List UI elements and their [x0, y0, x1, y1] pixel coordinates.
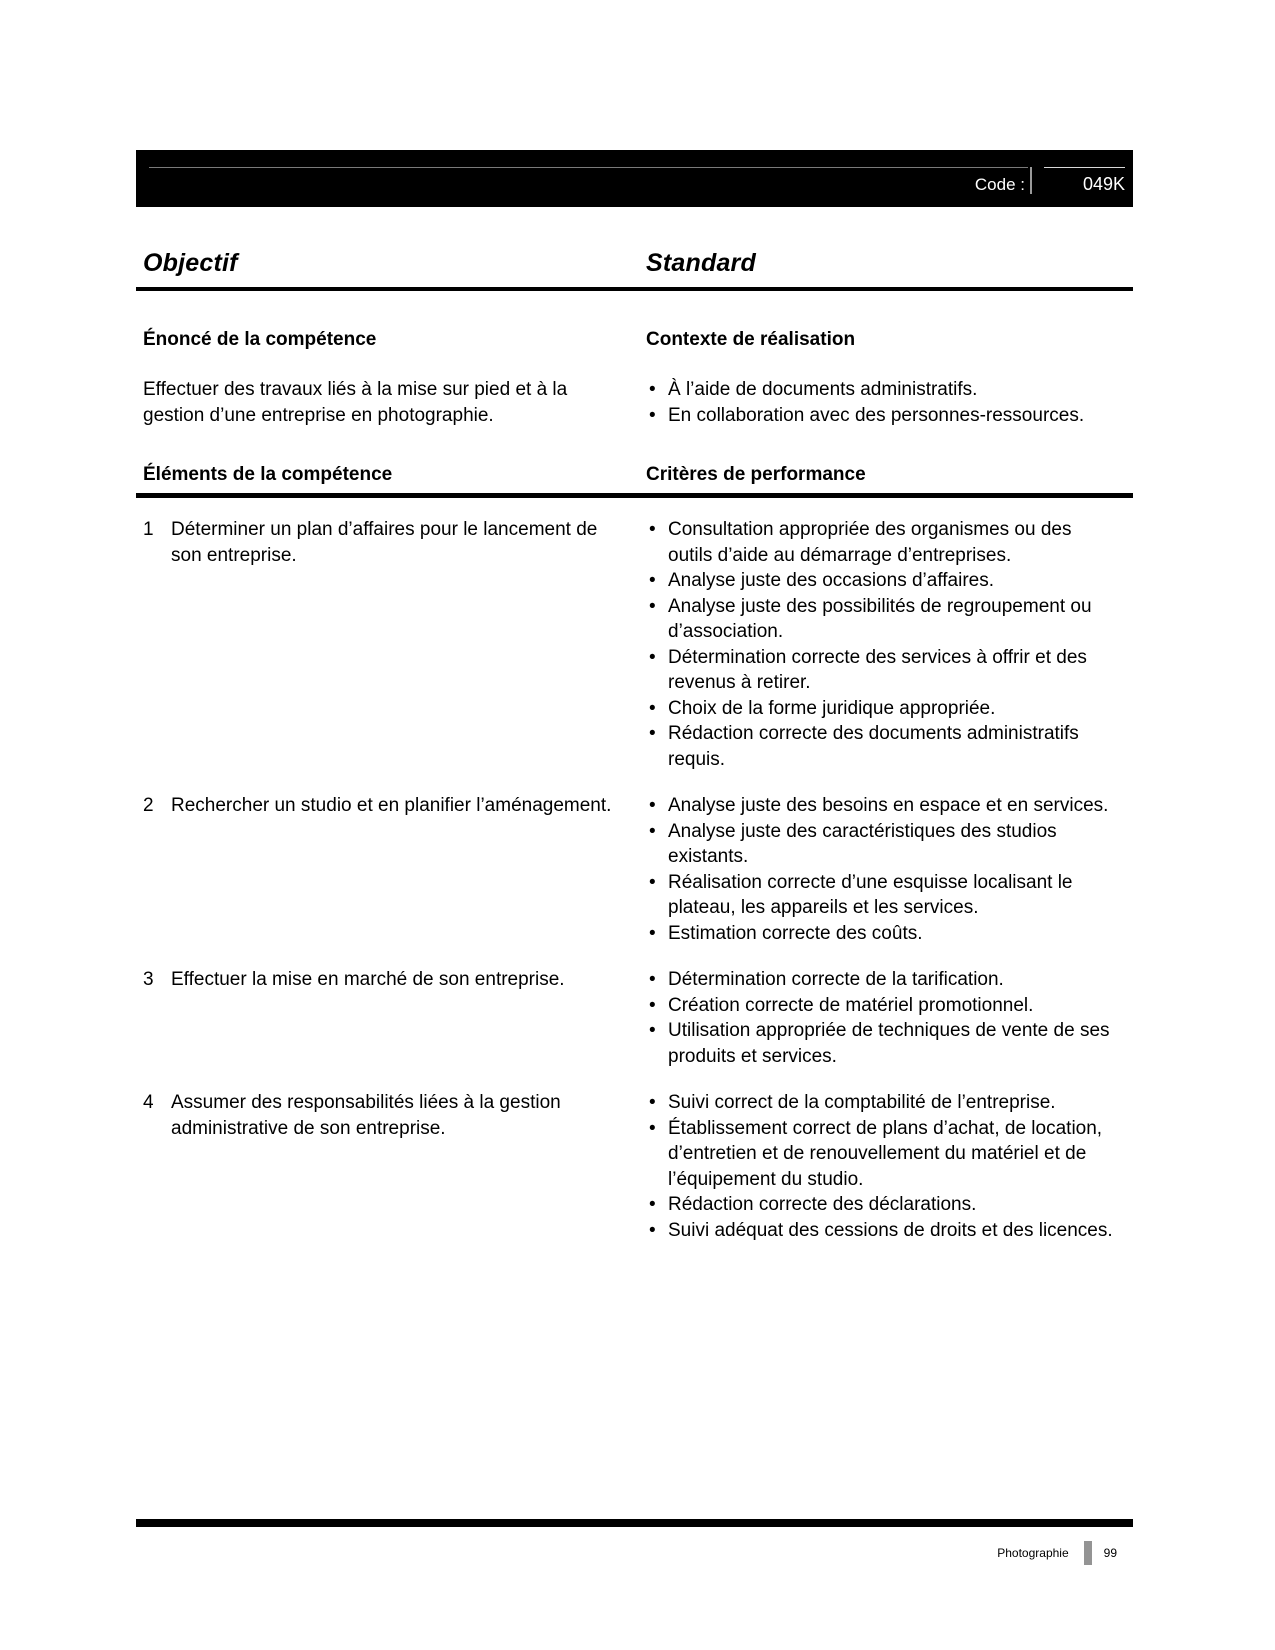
criteria-bullet: • Détermination correcte des services à offrir et des revenus à retirer.: [646, 645, 1118, 696]
footer-page-number: 99: [1103, 1546, 1117, 1560]
table-row: [136, 1090, 1133, 1243]
criteria-bullet: • Analyse juste des occasions d’affaires.: [646, 568, 1118, 594]
heading-objectif: Objectif: [143, 249, 238, 277]
header-vertical-separator: [1030, 167, 1032, 194]
criteria-bullet: • Estimation correcte des coûts.: [646, 921, 1118, 947]
criteria-bullet: • Analyse juste des possibilités de regroupement ou d’association.: [646, 594, 1118, 645]
element-number: 3: [143, 969, 154, 990]
element-number: 4: [143, 1092, 154, 1113]
criteria-bullet: • Rédaction correcte des documents administratifs requis.: [646, 721, 1118, 772]
context-bullet: • À l’aide de documents administratifs.: [646, 377, 1118, 403]
header-bar: [136, 150, 1133, 207]
footer-label: Photographie: [997, 1546, 1069, 1560]
contexte-title: Contexte de réalisation: [646, 329, 856, 350]
criteria-cell: [646, 1090, 1126, 1243]
element-cell: [136, 517, 646, 568]
criteria-bullet: • Établissement correct de plans d’achat, de location, d’entretien et de renouvellement du matériel et de l’équipement du studio.: [646, 1116, 1118, 1193]
contexte-bullet-list: [646, 377, 1126, 428]
criteria-bullet: • Utilisation appropriée de techniques de vente de ses produits et services.: [646, 1018, 1118, 1069]
criteria-bullet: • Réalisation correcte d’une esquisse localisant le plateau, les appareils et les services.: [646, 870, 1118, 921]
footer: [997, 1541, 1117, 1565]
table-row: [136, 793, 1133, 946]
element-cell: [136, 793, 646, 819]
criteria-bullet: • Détermination correcte de la tarification.: [646, 967, 1118, 993]
criteria-cell: [646, 517, 1126, 772]
enonce-title: Énoncé de la compétence: [143, 329, 377, 350]
element-cell: [136, 967, 646, 993]
footer-bar: [136, 1519, 1133, 1527]
criteria-bullet: • Suivi correct de la comptabilité de l’entreprise.: [646, 1090, 1118, 1116]
criteria-bullet: • Analyse juste des caractéristiques des studios existants.: [646, 819, 1118, 870]
element-text: Assumer des responsabilités liées à la gestion administrative de son entreprise.: [171, 1092, 561, 1139]
table-row: [136, 967, 1133, 1069]
criteria-bullet: • Création correcte de matériel promotionnel.: [646, 993, 1118, 1019]
element-text: Effectuer la mise en marché de son entreprise.: [171, 969, 565, 990]
criteria-cell: [646, 793, 1126, 946]
heading-underline: [136, 287, 1133, 291]
header-rule-right: [1044, 167, 1125, 168]
heading-standard: Standard: [646, 249, 756, 277]
criteria-bullet: • Choix de la forme juridique appropriée.: [646, 696, 1118, 722]
table-row: [136, 517, 1133, 772]
code-value: 049K: [1082, 174, 1125, 194]
context-bullet: • En collaboration avec des personnes-ressources.: [646, 403, 1118, 429]
criteria-bullet: • Suivi adéquat des cessions de droits et des licences.: [646, 1218, 1118, 1244]
criteria-bullet: • Rédaction correcte des déclarations.: [646, 1192, 1118, 1218]
header-rule-left: [149, 167, 1028, 168]
criteria-bullet: • Analyse juste des besoins en espace et en services.: [646, 793, 1118, 819]
element-text: Rechercher un studio et en planifier l’aménagement.: [171, 795, 612, 816]
competence-rows: [136, 517, 1133, 1264]
elements-header: Éléments de la compétence: [143, 464, 393, 485]
element-number: 2: [143, 795, 154, 816]
criteria-cell: [646, 967, 1126, 1069]
criteria-bullet: • Consultation appropriée des organismes ou des outils d’aide au démarrage d’entreprises.: [646, 517, 1118, 568]
footer-separator: [1084, 1541, 1092, 1565]
enonce-text: Effectuer des travaux liés à la mise sur pied et à la gestion d’une entreprise en photographie.: [143, 379, 568, 426]
criteres-header: Critères de performance: [646, 464, 866, 485]
element-text: Déterminer un plan d’affaires pour le lancement de son entreprise.: [171, 519, 598, 566]
element-cell: [136, 1090, 646, 1141]
table-header-underline: [136, 493, 1133, 498]
element-number: 1: [143, 519, 154, 540]
code-label: Code :: [974, 175, 1025, 194]
